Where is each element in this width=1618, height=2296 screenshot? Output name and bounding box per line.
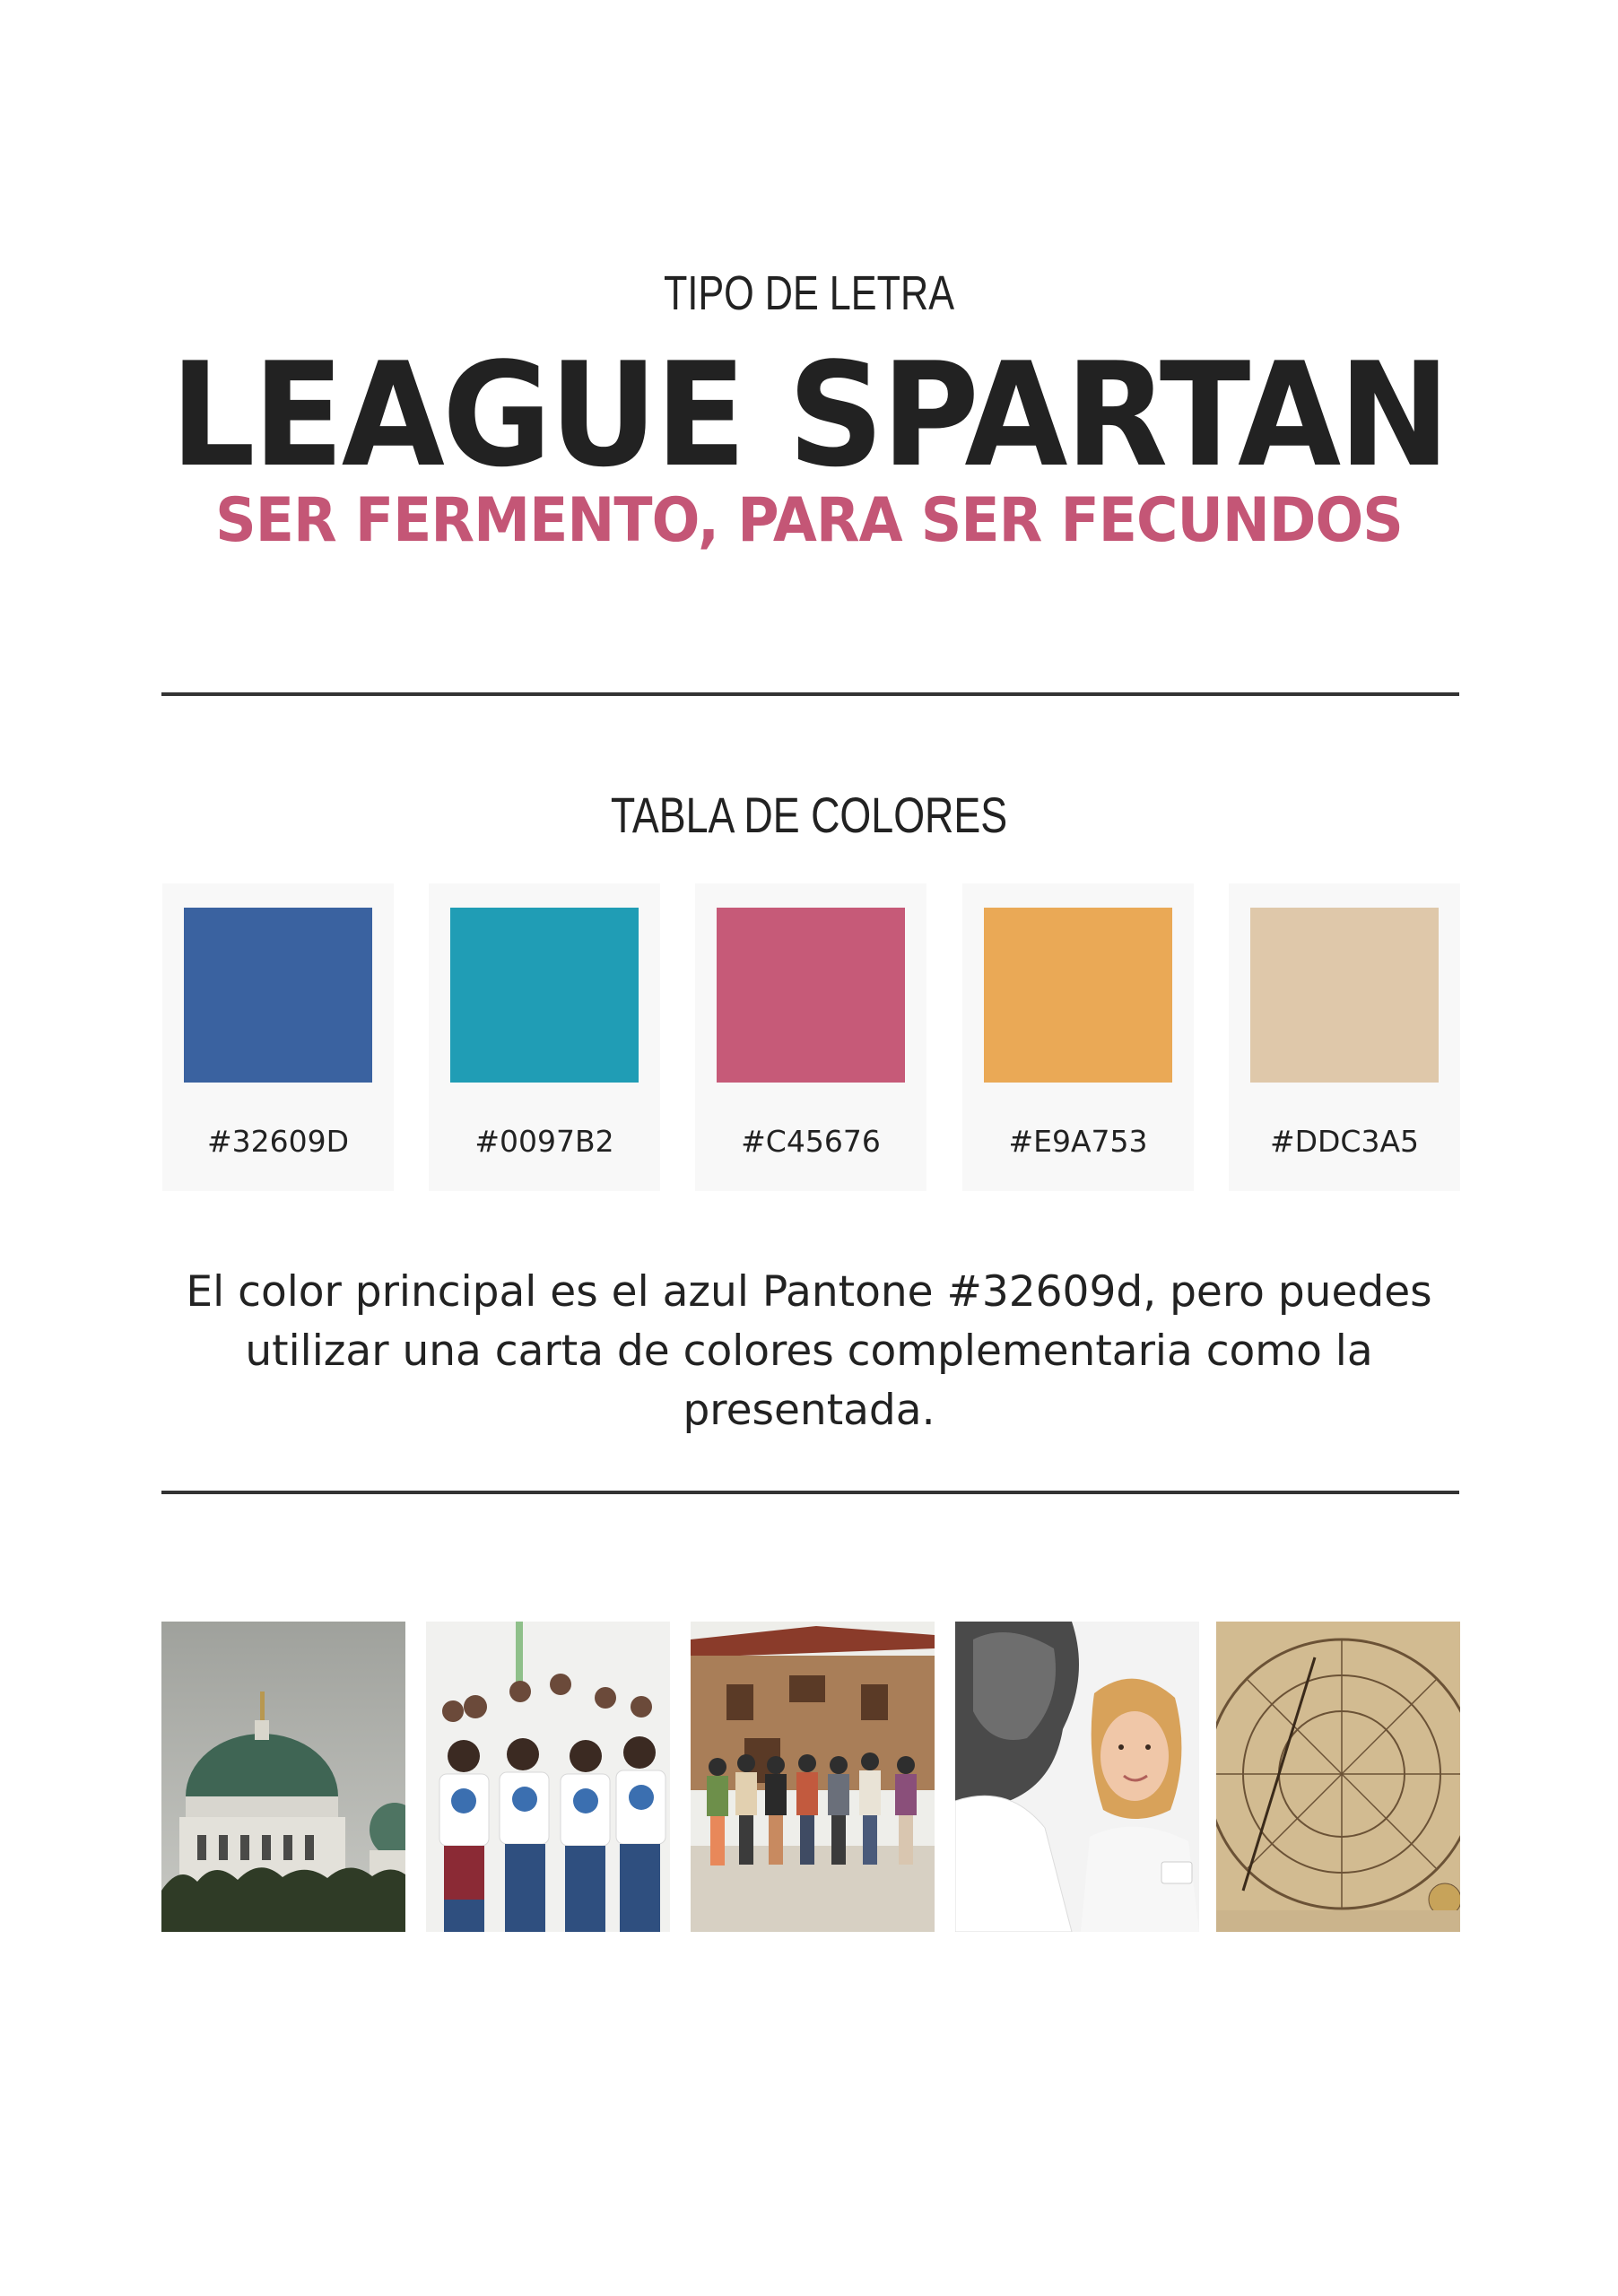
photo-basilica-dome: [161, 1622, 405, 1932]
font-name-title: LEAGUE SPARTAN: [170, 331, 1448, 499]
color-swatch-2: [450, 908, 639, 1083]
photo-portrait: [955, 1622, 1199, 1932]
colors-heading: TABLA DE COLORES: [610, 787, 1008, 843]
color-hex-5: #DDC3A5: [1269, 1124, 1420, 1159]
color-hex-3: #C45676: [741, 1124, 881, 1159]
color-swatch-1: [184, 908, 372, 1083]
divider-bottom: [161, 1491, 1459, 1494]
color-swatch-3: [717, 908, 905, 1083]
photo-antique-map: [1216, 1622, 1460, 1932]
palette-description: El color principal es el azul Pantone #32609d, pero puedes utilizar una carta de colores complementaria como la presentada.: [186, 1267, 1432, 1435]
color-card-1: [162, 883, 394, 1191]
photo-group: [426, 1622, 670, 1932]
color-hex-2: #0097B2: [474, 1124, 614, 1159]
divider-top: [161, 692, 1459, 696]
color-card-5: [1229, 883, 1460, 1191]
font-label: TIPO DE LETRA: [663, 266, 955, 320]
photo-street-crowd: [691, 1622, 935, 1932]
color-hex-1: #32609D: [206, 1124, 350, 1159]
color-card-3: [695, 883, 926, 1191]
slogan: SER FERMENTO, PARA SER FECUNDOS: [215, 485, 1403, 556]
color-swatch-5: [1250, 908, 1439, 1083]
color-card-4: [962, 883, 1194, 1191]
color-swatch-4: [984, 908, 1172, 1083]
color-card-2: [429, 883, 660, 1191]
color-hex-4: #E9A753: [1008, 1124, 1148, 1159]
